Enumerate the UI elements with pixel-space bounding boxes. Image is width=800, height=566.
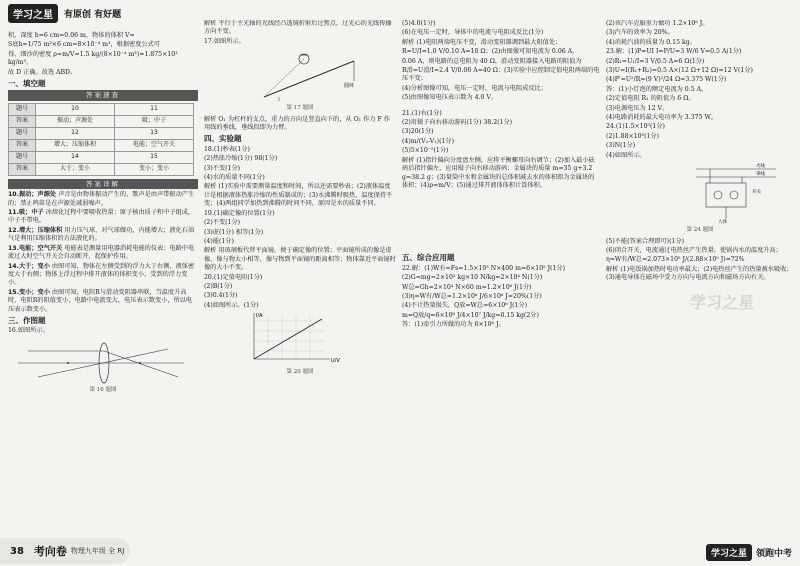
answer-line: 19.(1)确定像的位置(1分) [204,209,275,217]
answer-line: m=Q放/q=6×10⁶ J/4×10⁷ J/kg=0.15 kg(2分) [402,311,539,319]
explanation: 解析 (1)电阻两端电压不变，滑动变阻器调到最大阻值处； [402,38,562,46]
answer-line: (4)如图所示。 [606,151,646,159]
section-heading: 三、作图题 [8,315,46,325]
answer-line: (2)R₁=U₁/I=3 V/0.5 A=6 Ω(1分) [606,57,705,65]
column-1 [8,20,198,530]
table-cell: 答案 [9,115,36,127]
answer-table [8,103,194,176]
answer-tag: 11.吸；中子 [8,209,44,217]
answer-tag: 15.变小；变小 [8,288,50,296]
answer-line: (3)η=W有/W总=1.2×10⁶ J/6×10⁶ J=20%(1分) [402,292,542,300]
text-line: 故 D 正确。故选 ABD。 [8,68,77,76]
explanation: 解析 (1)实验中需要测量温度和时间，所以还需要秒表；(2)液体温度计是根据液体热胀冷缩的性质制成的；(3)水沸腾时吸热，温度保持不变；(4)两组同学加热到沸腾的时间不同，原因是水的质量不同。 [204,183,393,208]
figure-caption: 第 24 题图 [686,227,714,234]
lever-diagram [204,47,394,103]
question-label: 17.如图所示。 [204,37,245,45]
answer-line: (3)N(1分) [606,142,636,150]
column-2 [204,20,396,530]
footer-text: 领跑中考 [755,549,792,559]
answer-line: (3)虚(1分) 相等(1分) [204,228,264,236]
answer-line: (4)能(1分) [204,237,234,245]
table-cell: 电能；空气开关 [115,139,194,151]
circuit-label: 火线 [756,164,765,170]
table-row [9,115,194,127]
section-heading: 四、实验题 [204,134,242,144]
text-line: 得，细沙的密度 ρ=m/V=1.5 kg/(8×10⁻⁴ m³)=1.875×10³ kg/m³， [8,50,178,67]
table-row [9,103,194,115]
explanation: 解析 O₁ 为杠杆的支点，重力的方向是竖直向下的，从 O₁ 作力 F 作用线的垂线，垂线段即为力臂。 [204,115,390,132]
explanation: R=U/I=1.0 V/0.10 A=10 Ω；(2)由图像可知电流为 0.06 A， [402,48,579,56]
answer-tag: 14.大于；变小 [8,262,50,270]
column-3 [402,20,600,530]
answer-line: (4)不计热量损失，Q放=W总=6×10⁶ J(1分) [402,302,528,310]
table-cell: 11 [115,103,194,115]
answer-line: (3)不变(1分) [204,164,241,172]
answer-text: 冰熔化过程中要吸收热量；原子核由质子和中子组成，中子不带电。 [8,209,195,225]
answer-line: (3)电源电压为 12 V。 [606,104,669,112]
section-heading: 五、综合应用题 [402,253,455,263]
answer-item [8,263,198,288]
answer-line: 答：(1)牵引力所做的功为 6×10⁶ J。 [402,321,505,329]
answer-text: 电能表是测量用电器消耗电能的仪表；电路中电流过大时空气开关会自动断开，起保护作用。 [8,244,195,261]
explanation: 解析 平行于主光轴的光线经凸透镜折射后过焦点，过光心的光线传播方向不变。 [204,20,392,36]
answer-item [8,191,198,208]
column-4 [606,20,794,530]
answer-line: (5)不能(答案合理即可)(1分) [606,237,685,245]
axis-label: I/A [256,313,263,320]
answer-item [8,245,198,262]
answer-line: 答：(1)小灯泡的额定电流为 0.5 A。 [606,85,708,93]
answer-line: (2)B(1分) [204,282,233,290]
table-cell: 13 [115,127,194,139]
answer-text: 用力压气球，对气球做功，内能增大；液化石油气是利用压缩体积的方法液化的。 [8,226,195,243]
explanation: 解析 (1)指针偏向分度盘左侧，应将平衡螺母向右调节；(2)加入最小砝码后指针偏左，应用镊子向右移动游码；金属块的质量 m=35 g+3.2 g=38.2 g；(3)量筒中水和金属块的总体积减去水的体积即为金属块的体积；(4)ρ=m/V；(5)通过排开液体体积计算体积。 [402,156,595,189]
answer-text: 声音是由物体振动产生的，歌声是由声带振动产生的；禁止鸣笛是在声源处减弱噪声。 [8,191,195,207]
detail-banner: 答案详解 [8,179,198,189]
watermark: 学习之星 [690,293,755,312]
answer-line: (2)定值电阻 R₁ 的阻值为 6 Ω。 [606,95,695,103]
circuit-label: 人体 [718,220,727,226]
answer-line: 21.(1)右(1分) [402,109,442,117]
answer-item [8,289,198,314]
table-cell: 吸；中子 [115,115,194,127]
table-cell: 15 [115,151,194,163]
header-slogan: 有原创 有好题 [64,9,122,20]
answer-line: (2)不变(1分) [204,219,241,227]
section-heading: 一、填空题 [8,79,46,89]
answer-line: 23.解：(1)P=UI I=P/U=3 W/6 V=0.5 A(1分) [606,48,742,56]
answer-line: (3)汽车的效率为 20%。 [606,29,674,37]
answer-line: W总=Gh=2×10⁴ N×60 m=1.2×10⁶ J(1分) [402,283,532,291]
table-cell: 题号 [9,151,36,163]
table-cell: 增大；压缩体积 [36,139,115,151]
table-cell: 题号 [9,103,36,115]
answer-text: 由图可知，电阻R与滑动变阻器串联，当温度升高时，电阻R的阻值变小，电路中电流变大，电压表示数变小，所以电压表示数变小。 [8,288,193,313]
table-cell: 大于；变小 [36,163,115,175]
explanation: (4)分析图像可知，电压一定时，电流与电阻成反比； [402,84,547,92]
answer-item [8,227,198,244]
footer-left [0,538,130,564]
answer-line: (4)水的质量不同(1分) [204,174,265,182]
text-line: S底h=1/75 m²×6 cm=8×10⁻⁴ m³，根据密度公式可 [8,41,160,49]
page-footer [0,536,800,566]
answer-line: (3)0.4(1分) [204,292,238,300]
answer-line: 22.解：(1)W有=Fs=1.5×10³ N×400 m=6×10⁵ J(1分) [402,264,566,272]
question-label: 16.如图所示。 [8,327,49,335]
header-logo: 学习之星 [8,4,58,23]
table-cell: 答案 [9,139,36,151]
figure-caption: 第 17 题图 [286,105,314,112]
answer-item [8,209,198,226]
answer-line: 20.(1)定值电阻(1分) [204,273,263,281]
answer-line: (5)5×10⁻⁵(1分) [402,147,449,155]
table-cell: 12 [36,127,115,139]
circuit-label: 零线 [756,172,765,178]
explanation: R滑=U滑/I=2.4 V/0.06 A=40 Ω；(3)实验中应控制定值电阻两端的电压不变； [402,67,600,83]
figure-label: 圆环 [344,83,355,90]
table-row [9,127,194,139]
answer-line: (3)20(1分) [402,128,434,136]
answer-line: (2)G=mg=2×10³ kg×10 N/kg=2×10⁴ N(1分) [402,274,543,282]
answer-line: (2)热胀冷缩(1分) 98(1分) [204,155,278,163]
lens-diagram [8,337,194,385]
answer-line: (4)P'=U²/R=(9 V)²/24 Ω=3.375 W(1分) [606,76,727,84]
answer-banner: 答案速查 [8,90,198,100]
answer-line: 18.(1)秒表(1分) [204,145,250,153]
book-subtitle: 物理九年级 全 RJ [70,547,125,555]
table-row [9,163,194,175]
circuit-diagram [606,161,792,225]
table-cell: 答案 [9,163,36,175]
table-cell: 变小；变小 [115,163,194,175]
answer-line: (5)4.0(1分) [402,20,436,27]
text-line: 积，深度 h=6 cm=0.06 m，物体的体积 V= [8,32,135,39]
table-row [9,151,194,163]
answer-tag: 12.增大；压缩体积 [8,226,63,234]
explanation: (5)由图像知电压表示数为 4.0 V。 [402,94,498,102]
footer-logo: 学习之星 [706,544,752,561]
table-row [9,139,194,151]
explanation: 0.06 A，则电路的总电阻为 40 Ω，滑动变阻器接入电路的阻值为 [402,57,582,65]
answer-tag: 13.电能；空气开关 [8,244,63,252]
explanation: 解析 (1)电饭锅加热时电功率最大；(2)电热丝产生的热量被水吸收；(3)通电导体在磁场中受力方向与电流方向和磁场方向有关。 [606,265,793,282]
answer-line: (4)m/(V₂-V₁)(1分) [402,137,455,145]
answer-line: 24.(1)1.5×10⁵(1分) [606,123,665,131]
answer-line: (6)在电压一定时，导体中的电流与电阻成反比(1分) [402,29,544,37]
explanation: 解析 用玻璃板代替平面镜，便于确定像的位置；平面镜所成的像是虚像，像与物大小相等，像与物到平面镜的距离相等；物体靠近平面镜时像的大小不变。 [204,247,396,272]
answer-line: η=W有/W总=2.073×10⁵ J/(2.88×10⁵ J)=72% [606,256,745,264]
page-number: 38 [10,545,24,557]
answer-text: 由图可知，物体在左侧受到的浮力大于右侧，液体密度大于右侧；物体上浮过程中排开液体的体积变小，受到的浮力变小。 [8,262,195,287]
answer-tag: 10.振动；声源处 [8,191,57,199]
table-cell: 10 [36,103,115,115]
circuit-label: 开关 [752,190,761,196]
answer-line: (2)用镊子向右移动游码(1分) 38.2(1分) [402,119,513,127]
iu-graph [204,311,394,367]
figure-caption: 第 20 题图 [286,369,314,376]
table-cell: 14 [36,151,115,163]
axis-label: U/V [331,358,340,365]
figure-caption: 第 16 题图 [89,386,117,393]
answer-line: (4)消耗汽油的质量为 0.15 kg。 [606,38,696,46]
answer-line: (4)如图所示。(1分) [204,301,259,309]
answer-line: (6)闭合开关，电流通过电热丝产生热量，使锅内水的温度升高； [606,246,782,254]
answer-line: (2)1.88×10⁵(1分) [606,132,660,140]
answer-line: (2)该汽车克服重力做功 1.2×10⁶ J。 [606,20,709,27]
answer-line: (4)电路消耗的最大电功率为 3.375 W。 [606,114,718,122]
footer-right [706,544,792,561]
table-cell: 题号 [9,127,36,139]
book-title: 考向卷 [33,545,67,558]
answer-line: (3)U=I(R₁+R₂)=0.5 A×(12 Ω+12 Ω)=12 V(1分) [606,67,753,75]
table-cell: 振动；声源处 [36,115,115,127]
